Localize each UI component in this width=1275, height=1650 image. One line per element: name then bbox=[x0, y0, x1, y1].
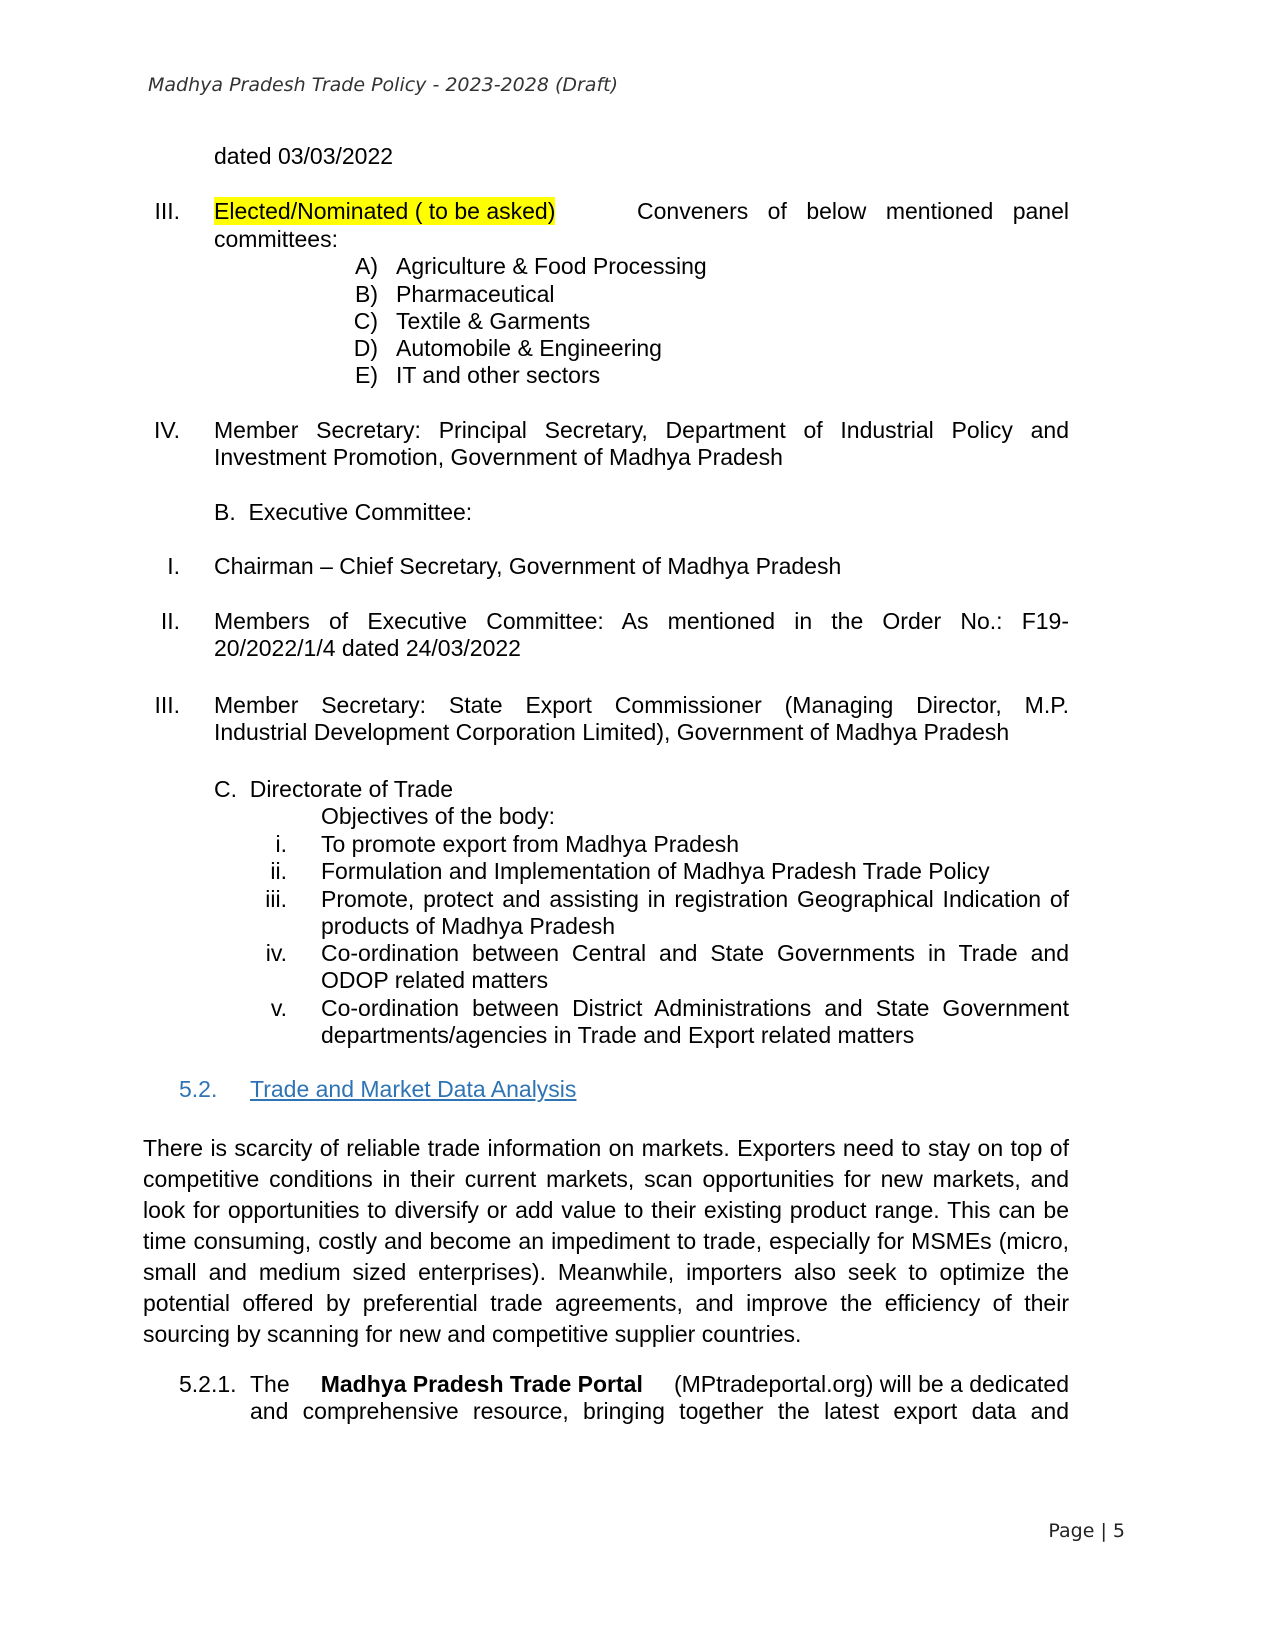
member-secretary-line2: Investment Promotion, Government of Madhya Pradesh bbox=[214, 444, 783, 470]
portal-rest: (MPtradeportal.org) will be a dedicated bbox=[673, 1371, 1069, 1397]
portal-line2: and comprehensive resource, bringing together the latest export data and bbox=[250, 1398, 1069, 1424]
portal-prefix: The bbox=[250, 1371, 290, 1397]
highlighted-text: Elected/Nominated ( to be asked) bbox=[214, 198, 556, 224]
panel-letter: D) bbox=[353, 335, 378, 361]
objective-number: v. bbox=[270, 995, 287, 1021]
item-number: II. bbox=[160, 608, 180, 634]
objective-item: To promote export from Madhya Pradesh bbox=[321, 831, 740, 857]
committees-label: committees: bbox=[214, 226, 338, 252]
objective-item: Co-ordination between District Administrations and State Government bbox=[321, 995, 1069, 1021]
objective-number: iii. bbox=[265, 886, 287, 912]
members-line2: 20/2022/1/4 dated 24/03/2022 bbox=[214, 635, 521, 661]
section-b-heading: B. Executive Committee: bbox=[214, 499, 473, 525]
section-c-heading: C. Directorate of Trade bbox=[214, 776, 454, 802]
section-title-link[interactable]: Trade and Market Data Analysis bbox=[250, 1076, 577, 1102]
objective-item: Promote, protect and assisting in registration Geographical Indication of bbox=[321, 886, 1069, 912]
conveners-text: Conveners of below mentioned panel bbox=[637, 198, 1069, 224]
exec-secretary-line: Member Secretary: State Export Commissioner (Managing Director, M.P. bbox=[214, 692, 1069, 718]
objective-item-line2: products of Madhya Pradesh bbox=[321, 913, 616, 939]
page-number: Page | 5 bbox=[1048, 1520, 1125, 1542]
body-paragraph: There is scarcity of reliable trade information on markets. Exporters need to stay on top of competitive conditions in their current markets, scan opportunities for new markets, and look for opportunities to diversify or add value to their existing product range. This can be time consuming, costly and become an impediment to trade, especially for MSMEs (micro, small and medium sized enterprises). Meanwhile, importers also seek to optimize the potential offered by preferential trade agreements, and improve the efficiency of their sourcing by scanning for new and competitive supplier countries. bbox=[143, 1135, 1069, 1347]
panel-item: Automobile & Engineering bbox=[396, 335, 662, 361]
objective-item-line2: departments/agencies in Trade and Export related matters bbox=[321, 1022, 915, 1048]
chairman-line: Chairman – Chief Secretary, Government of Madhya Pradesh bbox=[214, 553, 842, 579]
panel-item: Textile & Garments bbox=[396, 308, 591, 334]
exec-secretary-line2: Industrial Development Corporation Limited), Government of Madhya Pradesh bbox=[214, 719, 1010, 745]
section-number: 5.2. bbox=[179, 1076, 218, 1102]
item-number: IV. bbox=[153, 417, 180, 443]
objective-number: ii. bbox=[270, 858, 287, 884]
objectives-label: Objectives of the body: bbox=[321, 803, 555, 829]
objective-item: Co-ordination between Central and State Governments in Trade and bbox=[321, 940, 1069, 966]
objective-item: Formulation and Implementation of Madhya Pradesh Trade Policy bbox=[321, 858, 990, 884]
panel-item: Agriculture & Food Processing bbox=[396, 253, 707, 279]
intro-line: dated 03/03/2022 bbox=[214, 143, 394, 169]
page-header: Madhya Pradesh Trade Policy - 2023-2028 (Draft) bbox=[148, 74, 618, 96]
portal-line bbox=[250, 1370, 1069, 1398]
panel-letter: C) bbox=[353, 308, 378, 334]
item-number: III. bbox=[154, 692, 180, 718]
panel-item: Pharmaceutical bbox=[396, 281, 555, 307]
subsection-number: 5.2.1. bbox=[179, 1371, 237, 1397]
members-line: Members of Executive Committee: As mentioned in the Order No.: F19- bbox=[214, 608, 1069, 634]
objective-number: i. bbox=[275, 831, 287, 857]
panel-letter: E) bbox=[355, 362, 378, 388]
portal-name: Madhya Pradesh Trade Portal bbox=[320, 1371, 643, 1397]
panel-letter: B) bbox=[355, 281, 378, 307]
panel-letter: A) bbox=[355, 253, 378, 279]
objective-item-line2: ODOP related matters bbox=[321, 967, 549, 993]
panel-item: IT and other sectors bbox=[396, 362, 601, 388]
member-secretary-line: Member Secretary: Principal Secretary, Department of Industrial Policy and bbox=[214, 417, 1069, 443]
item-number: III. bbox=[154, 198, 180, 224]
objective-number: iv. bbox=[265, 940, 287, 966]
item-number: I. bbox=[167, 553, 180, 579]
conveners-line bbox=[214, 197, 1069, 225]
